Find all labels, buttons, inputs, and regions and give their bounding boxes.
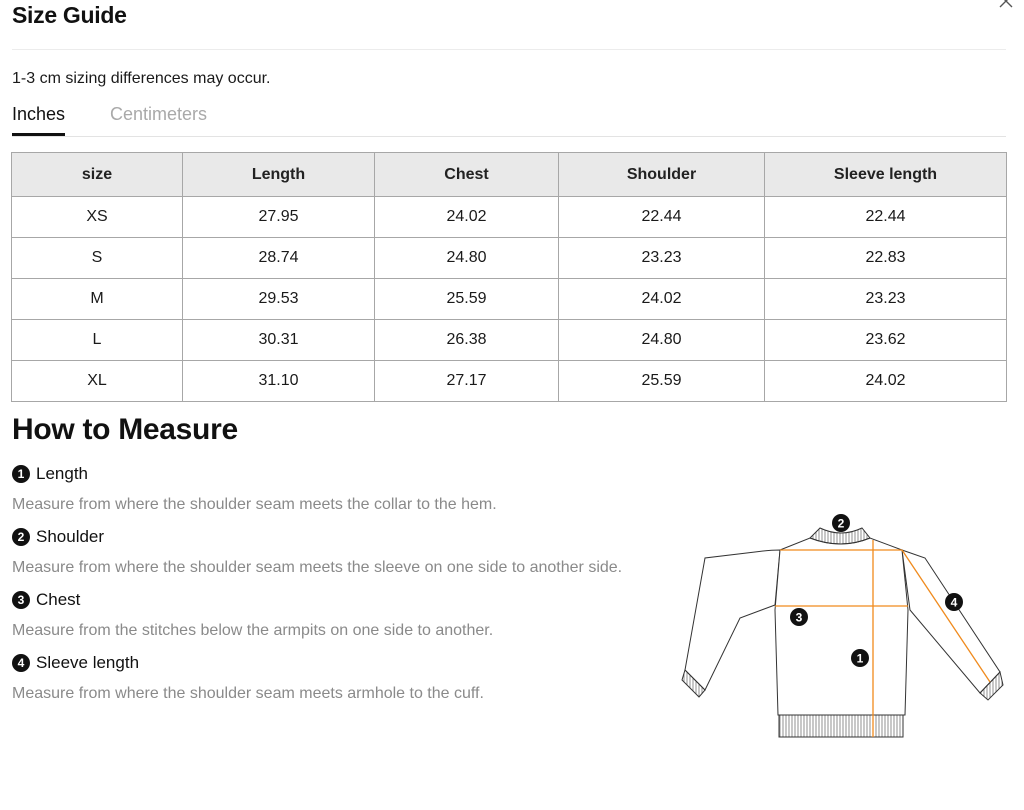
- table-cell: 24.80: [559, 320, 765, 361]
- table-cell: 22.44: [765, 197, 1007, 238]
- marker-4-label: 4: [950, 595, 958, 610]
- column-header-chest: Chest: [375, 153, 559, 197]
- step-label: Shoulder: [36, 527, 105, 546]
- table-cell: XL: [12, 361, 183, 402]
- table-cell: 27.95: [183, 197, 375, 238]
- table-cell: L: [12, 320, 183, 361]
- marker-2-icon: [832, 514, 850, 532]
- unit-tabs: [12, 100, 1006, 137]
- step-number-badge: 2: [12, 528, 30, 546]
- table-cell: 22.83: [765, 238, 1007, 279]
- table-cell: 23.23: [559, 238, 765, 279]
- table-cell: M: [12, 279, 183, 320]
- table-cell: 30.31: [183, 320, 375, 361]
- table-cell: 23.23: [765, 279, 1007, 320]
- table-header-row: [12, 153, 1007, 197]
- table-cell: 27.17: [375, 361, 559, 402]
- marker-3-label: 3: [795, 610, 803, 625]
- dialog-header: [12, 0, 1006, 50]
- table-cell: 24.80: [375, 238, 559, 279]
- marker-1-icon: [851, 649, 869, 667]
- table-row: [12, 361, 1007, 402]
- step-description: Measure from where the shoulder seam meets the sleeve on one side to another side.: [12, 559, 623, 576]
- table-cell: 26.38: [375, 320, 559, 361]
- measure-step-shoulder: [12, 527, 104, 547]
- dialog-title: Size Guide: [12, 2, 127, 28]
- table-cell: 24.02: [765, 361, 1007, 402]
- table-cell: 25.59: [375, 279, 559, 320]
- table-row: [12, 320, 1007, 361]
- marker-4-icon: [945, 593, 963, 611]
- how-to-measure-title: How to Measure: [12, 413, 238, 446]
- sizing-notice: 1-3 cm sizing differences may occur.: [12, 70, 271, 87]
- table-cell: 23.62: [765, 320, 1007, 361]
- step-label: Chest: [36, 590, 81, 609]
- marker-2-label: 2: [837, 516, 845, 531]
- table-row: [12, 279, 1007, 320]
- step-description: Measure from the stitches below the armpits on one side to another.: [12, 622, 494, 639]
- table-cell: 22.44: [559, 197, 765, 238]
- table-row: [12, 197, 1007, 238]
- table-cell: 28.74: [183, 238, 375, 279]
- table-cell: S: [12, 238, 183, 279]
- step-label: Sleeve length: [36, 653, 140, 672]
- sweater-outline: [682, 528, 1003, 737]
- step-description: Measure from where the shoulder seam meets the collar to the hem.: [12, 496, 497, 513]
- close-button[interactable]: [994, 0, 1018, 8]
- table-cell: 29.53: [183, 279, 375, 320]
- step-description: Measure from where the shoulder seam meets armhole to the cuff.: [12, 685, 484, 702]
- size-table: [11, 152, 1007, 402]
- step-number-badge: 3: [12, 591, 30, 609]
- table-cell: 24.02: [375, 197, 559, 238]
- table-cell: XS: [12, 197, 183, 238]
- marker-1-label: 1: [856, 651, 864, 666]
- column-header-size: size: [12, 153, 183, 197]
- step-number-badge: 1: [12, 465, 30, 483]
- measure-step-sleeve-length: [12, 653, 139, 673]
- table-cell: 24.02: [559, 279, 765, 320]
- table-cell: 25.59: [559, 361, 765, 402]
- marker-3-icon: [790, 608, 808, 626]
- tab-inches[interactable]: Inches: [12, 104, 65, 136]
- close-icon[interactable]: [999, 0, 1013, 8]
- measure-step-chest: [12, 590, 80, 610]
- tab-centimeters[interactable]: Centimeters: [110, 104, 208, 124]
- step-number-badge: 4: [12, 654, 30, 672]
- step-label: Length: [36, 464, 88, 483]
- measure-step-length: [12, 464, 88, 484]
- sweater-measurement-diagram: [680, 510, 1004, 742]
- table-cell: 31.10: [183, 361, 375, 402]
- column-header-shoulder: Shoulder: [559, 153, 765, 197]
- column-header-sleeve-length: Sleeve length: [765, 153, 1007, 197]
- column-header-length: Length: [183, 153, 375, 197]
- table-row: [12, 238, 1007, 279]
